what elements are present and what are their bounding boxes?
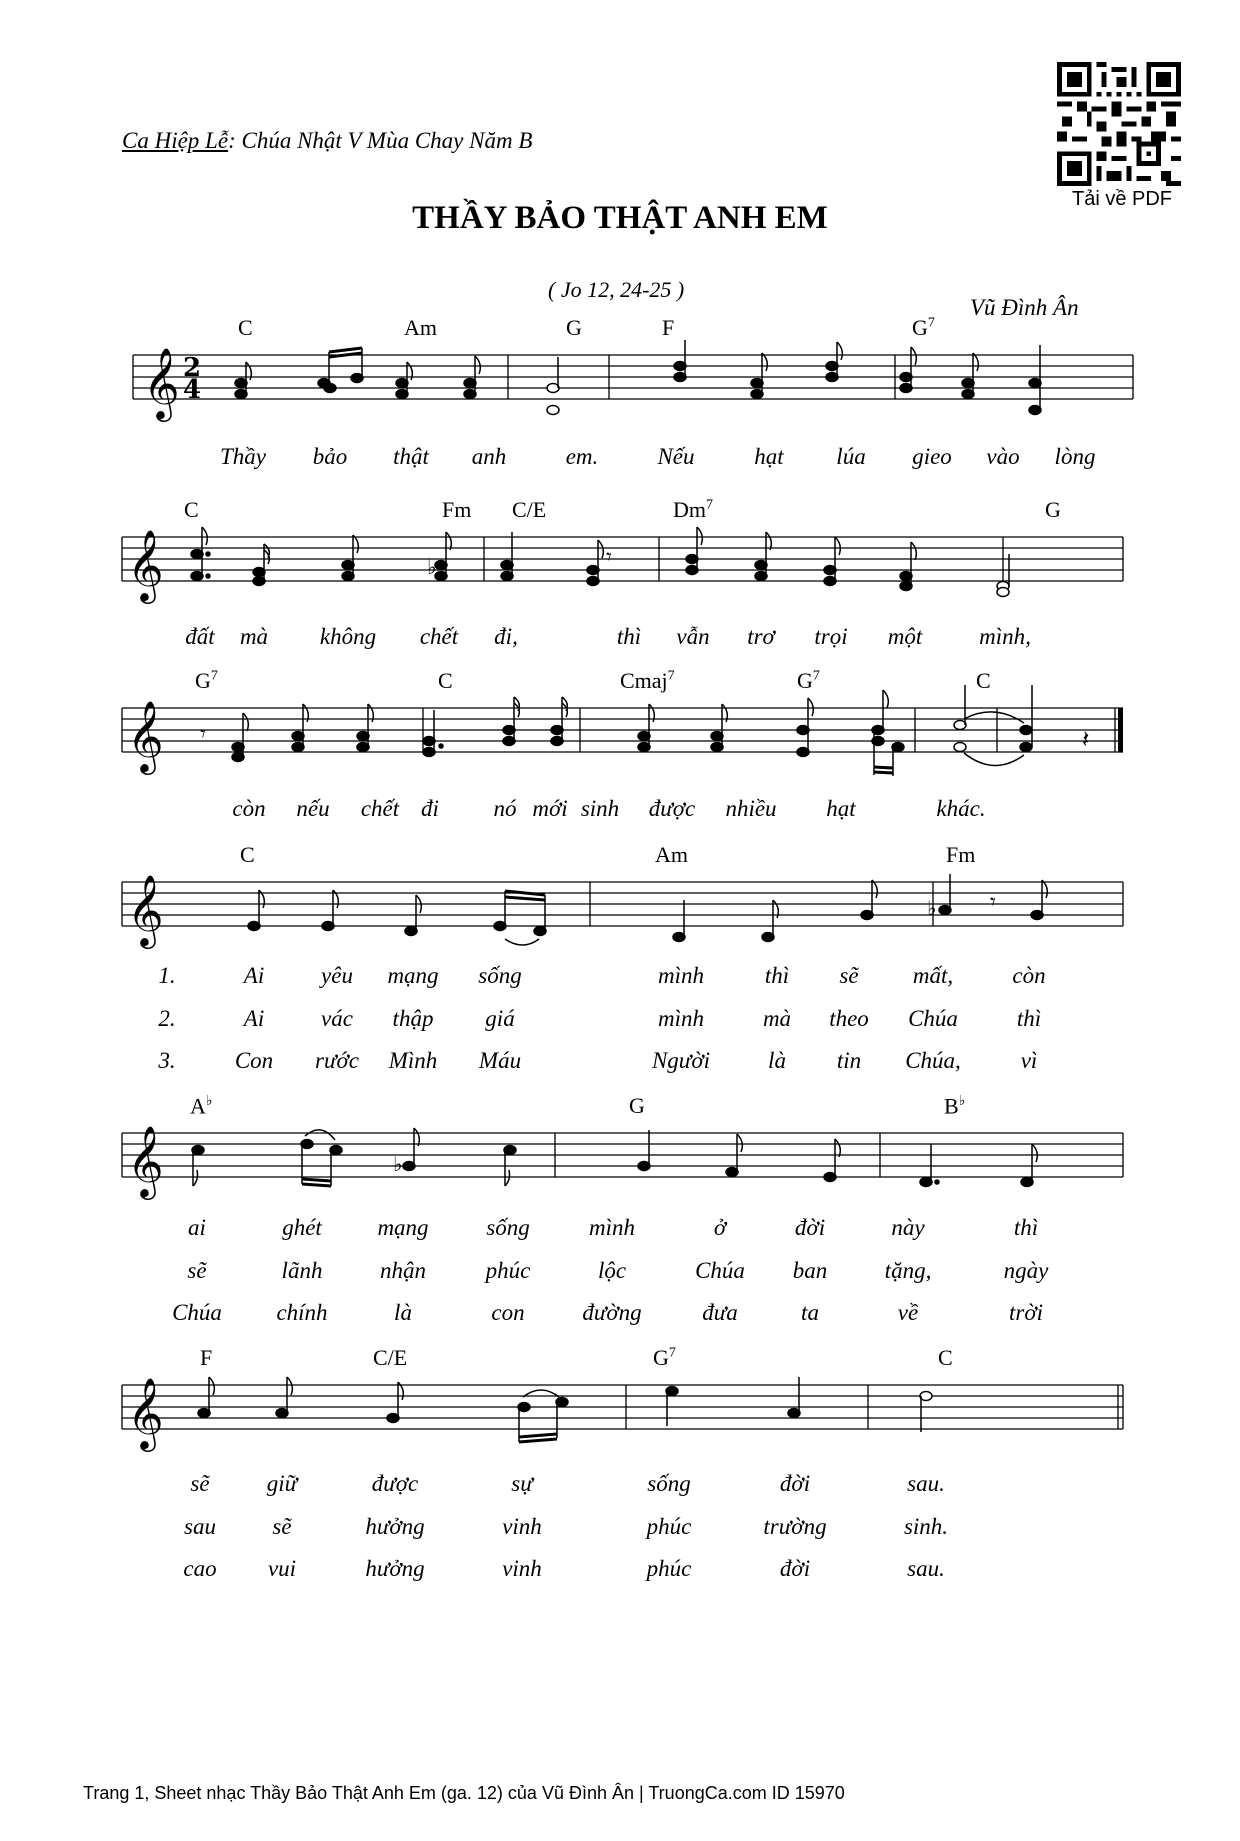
staff-4	[0, 827, 1240, 967]
lyric-syllable: Con	[234, 1048, 274, 1073]
lyric-syllable: trường	[763, 1514, 827, 1539]
chord-symbol: $G^7$	[797, 668, 820, 693]
lyric-syllable: là	[394, 1300, 412, 1325]
lyric-syllable: vẫn	[676, 624, 710, 649]
lyric-syllable: giữ	[266, 1471, 298, 1496]
lyric-syllable: ban	[792, 1258, 828, 1283]
chord-symbol: G	[1045, 497, 1061, 522]
lyric-syllable: nó	[493, 796, 517, 821]
lyric-syllable: về	[897, 1300, 919, 1325]
lyric-syllable: được	[648, 796, 696, 821]
svg-text:𝄽: 𝄽	[1082, 725, 1090, 753]
lyric-syllable: mới	[532, 796, 568, 821]
lyric-syllable: vào	[986, 444, 1020, 469]
lyric-syllable: Ai	[243, 1006, 265, 1031]
lyric-syllable: nhiều	[725, 796, 777, 821]
lyric-syllable: lãnh	[281, 1258, 323, 1283]
lyric-syllable: trời	[1008, 1300, 1044, 1325]
lyric-syllable: mà	[762, 1006, 792, 1031]
lyric-syllable: sẽ	[272, 1514, 292, 1539]
treble-clef-icon: 𝄞	[127, 1376, 164, 1449]
svg-text:♭: ♭	[393, 1152, 403, 1176]
download-pdf-link[interactable]: Tải về PDF	[1071, 188, 1173, 210]
lyric-syllable: sẽ	[190, 1471, 210, 1496]
chord-symbol: F	[662, 315, 675, 340]
lyric-syllable: sống	[486, 1215, 530, 1240]
chord-symbol: F	[200, 1345, 213, 1370]
lyric-syllable: mạng	[377, 1215, 429, 1240]
lyric-syllable: thì	[616, 624, 642, 649]
lyric-syllable: 2.	[158, 1006, 176, 1031]
treble-clef-icon: 𝄞	[127, 873, 164, 946]
svg-text:𝄾: 𝄾	[990, 890, 996, 915]
lyric-syllable: mình	[589, 1215, 635, 1240]
staff-5	[0, 1078, 1240, 1218]
lyric-syllable: trơ	[747, 624, 775, 649]
lyric-syllable: Chúa	[695, 1258, 745, 1283]
chord-symbol: C	[184, 497, 199, 522]
lyric-syllable: phúc	[646, 1556, 692, 1581]
lyric-syllable: này	[891, 1215, 925, 1240]
lyric-syllable: trọi	[814, 624, 848, 649]
lyric-syllable: vì	[1020, 1048, 1038, 1073]
lyric-syllable: còn	[232, 796, 266, 821]
lyric-syllable: mình,	[979, 624, 1031, 649]
lyric-syllable: 1.	[158, 963, 176, 988]
chord-symbol: C	[938, 1345, 953, 1370]
svg-text:2: 2	[183, 353, 202, 383]
lyric-syllable: phúc	[646, 1514, 692, 1539]
chord-symbol: C	[438, 668, 453, 693]
chord-symbol: Am	[404, 315, 437, 340]
lyric-syllable: chính	[276, 1300, 328, 1325]
treble-clef-icon: 𝄞	[127, 699, 164, 772]
lyric-syllable: con	[491, 1300, 525, 1325]
mass-subtitle	[122, 128, 532, 154]
lyric-syllable: lúa	[836, 444, 866, 469]
chord-symbol: $G^7$	[912, 315, 935, 340]
lyric-syllable: vui	[267, 1556, 297, 1581]
lyric-syllable: sau.	[907, 1556, 945, 1581]
svg-text:♭: ♭	[927, 896, 937, 920]
lyric-syllable: cao	[183, 1556, 217, 1581]
chord-symbol: Fm	[442, 497, 472, 522]
lyric-syllable: theo	[829, 1006, 869, 1031]
lyric-syllable: ghét	[282, 1215, 322, 1240]
lyric-syllable: bảo	[312, 444, 348, 469]
lyric-syllable: anh	[471, 444, 507, 469]
lyric-syllable: Mình	[388, 1048, 438, 1073]
lyric-syllable: rước	[315, 1048, 359, 1073]
lyric-syllable: thì	[764, 963, 790, 988]
lyric-syllable: mình	[658, 1006, 704, 1031]
scripture-reference: ( Jo 12, 24-25 )	[548, 277, 685, 302]
chord-symbol: $G^7$	[195, 668, 218, 693]
lyric-syllable: giá	[485, 1006, 515, 1031]
lyric-syllable: phúc	[485, 1258, 531, 1283]
lyric-syllable: thật	[393, 444, 429, 469]
lyric-syllable: đời	[794, 1215, 826, 1240]
chord-symbol: C	[238, 315, 253, 340]
lyric-syllable: đời	[779, 1471, 811, 1496]
lyric-syllable: đất	[185, 624, 215, 649]
lyric-syllable: mất,	[912, 963, 954, 988]
qr-code-icon[interactable]	[1057, 62, 1181, 186]
lyric-syllable: đường	[582, 1300, 642, 1325]
lyric-syllable: thì	[1013, 1215, 1039, 1240]
lyric-syllable: Chúa,	[905, 1048, 961, 1073]
staff-1	[0, 300, 1240, 440]
chord-symbol: Fm	[946, 842, 976, 867]
chord-symbol: C	[976, 668, 991, 693]
lyric-syllable: lòng	[1054, 444, 1096, 469]
lyric-syllable: sống	[478, 963, 522, 988]
lyric-syllable: đưa	[702, 1300, 738, 1325]
svg-text:𝄾: 𝄾	[606, 545, 612, 570]
lyric-syllable: mình	[658, 963, 704, 988]
lyric-syllable: em.	[565, 444, 599, 469]
svg-text:𝄾: 𝄾	[200, 722, 206, 747]
lyric-syllable: thập	[392, 1006, 434, 1031]
composer-name: Vũ Đình Ân	[970, 295, 1079, 320]
lyric-syllable: sinh.	[903, 1514, 949, 1539]
lyric-syllable: Người	[651, 1048, 711, 1073]
lyric-syllable: sẽ	[839, 963, 859, 988]
chord-symbol: A♭	[190, 1093, 213, 1119]
lyric-syllable: nhận	[380, 1258, 426, 1283]
lyric-syllable: Chúa	[908, 1006, 958, 1031]
treble-clef-icon: 𝄞	[127, 528, 164, 601]
lyric-syllable: 3.	[158, 1048, 176, 1073]
treble-clef-icon: 𝄞	[143, 346, 180, 419]
lyric-syllable: Máu	[478, 1048, 522, 1073]
lyric-syllable: chết	[419, 624, 459, 649]
lyric-syllable: đời	[779, 1556, 811, 1581]
chord-symbol: B♭	[944, 1093, 966, 1119]
chord-symbol: $G^7$	[653, 1345, 676, 1370]
lyric-syllable: vinh	[502, 1514, 542, 1539]
lyric-syllable: được	[371, 1471, 419, 1496]
lyric-syllable: sự	[511, 1471, 533, 1496]
lyric-syllable: Thầy	[220, 444, 266, 469]
lyric-syllable: Chúa	[172, 1300, 222, 1325]
lyric-syllable: ai	[188, 1215, 206, 1240]
lyric-syllable: lộc	[597, 1258, 627, 1283]
lyric-syllable: vinh	[502, 1556, 542, 1581]
lyric-syllable: chết	[360, 796, 400, 821]
lyric-syllable: thì	[1016, 1006, 1042, 1031]
lyric-syllable: không	[319, 624, 377, 649]
lyric-syllable: sẽ	[187, 1258, 207, 1283]
svg-text:♭: ♭	[427, 555, 437, 579]
lyric-syllable: ta	[801, 1300, 819, 1325]
treble-clef-icon: 𝄞	[127, 1124, 164, 1197]
lyric-syllable: sau	[184, 1514, 216, 1539]
lyric-syllable: một	[887, 624, 923, 649]
lyric-syllable: còn	[1012, 963, 1046, 988]
lyric-syllable: đi,	[494, 624, 518, 649]
lyric-syllable: đi	[421, 796, 439, 821]
lyric-syllable: là	[768, 1048, 786, 1073]
lyric-syllable: ở	[713, 1215, 727, 1240]
lyric-syllable: Nếu	[657, 444, 695, 469]
song-title: THẦY BẢO THẬT ANH EM	[412, 200, 828, 236]
chord-symbol: Dm$^7$	[673, 497, 713, 522]
lyric-syllable: sau.	[907, 1471, 945, 1496]
chord-symbol: Cmaj$^7$	[620, 668, 675, 693]
lyric-syllable: hạt	[754, 444, 784, 469]
lyric-syllable: ngày	[1003, 1258, 1049, 1283]
lyric-syllable: mạng	[387, 963, 439, 988]
page-footer: Trang 1, Sheet nhạc Thầy Bảo Thật Anh Em (ga. 12) của Vũ Đình Ân | TruongCa.com ID 15970	[83, 1783, 845, 1803]
lyric-syllable: mà	[239, 624, 269, 649]
lyric-syllable: tin	[836, 1048, 862, 1073]
lyric-syllable: hưởng	[365, 1514, 425, 1539]
chord-symbol: G	[566, 315, 582, 340]
lyric-syllable: Ai	[243, 963, 265, 988]
lyric-syllable: hưởng	[365, 1556, 425, 1581]
lyric-syllable: tặng,	[884, 1258, 932, 1283]
chord-symbol: G	[629, 1093, 645, 1118]
lyric-syllable: yêu	[321, 963, 353, 988]
lyric-syllable: khác.	[936, 796, 986, 821]
lyric-syllable: nếu	[296, 796, 330, 821]
subtitle-label: Ca Hiệp Lễ	[122, 128, 229, 153]
chord-symbol: C/E	[373, 1345, 408, 1370]
chord-symbol: C	[240, 842, 255, 867]
lyric-syllable: hạt	[826, 796, 856, 821]
lyric-syllable: sống	[647, 1471, 691, 1496]
svg-text:4: 4	[183, 375, 202, 405]
subtitle-text: : Chúa Nhật V Mùa Chay Năm B	[228, 128, 533, 153]
lyric-syllable: gieo	[912, 444, 952, 469]
lyric-syllable: vác	[321, 1006, 353, 1031]
staff-6	[0, 1330, 1240, 1470]
chord-symbol: Am	[655, 842, 688, 867]
chord-symbol: C/E	[512, 497, 547, 522]
lyric-syllable: sinh	[580, 796, 620, 821]
